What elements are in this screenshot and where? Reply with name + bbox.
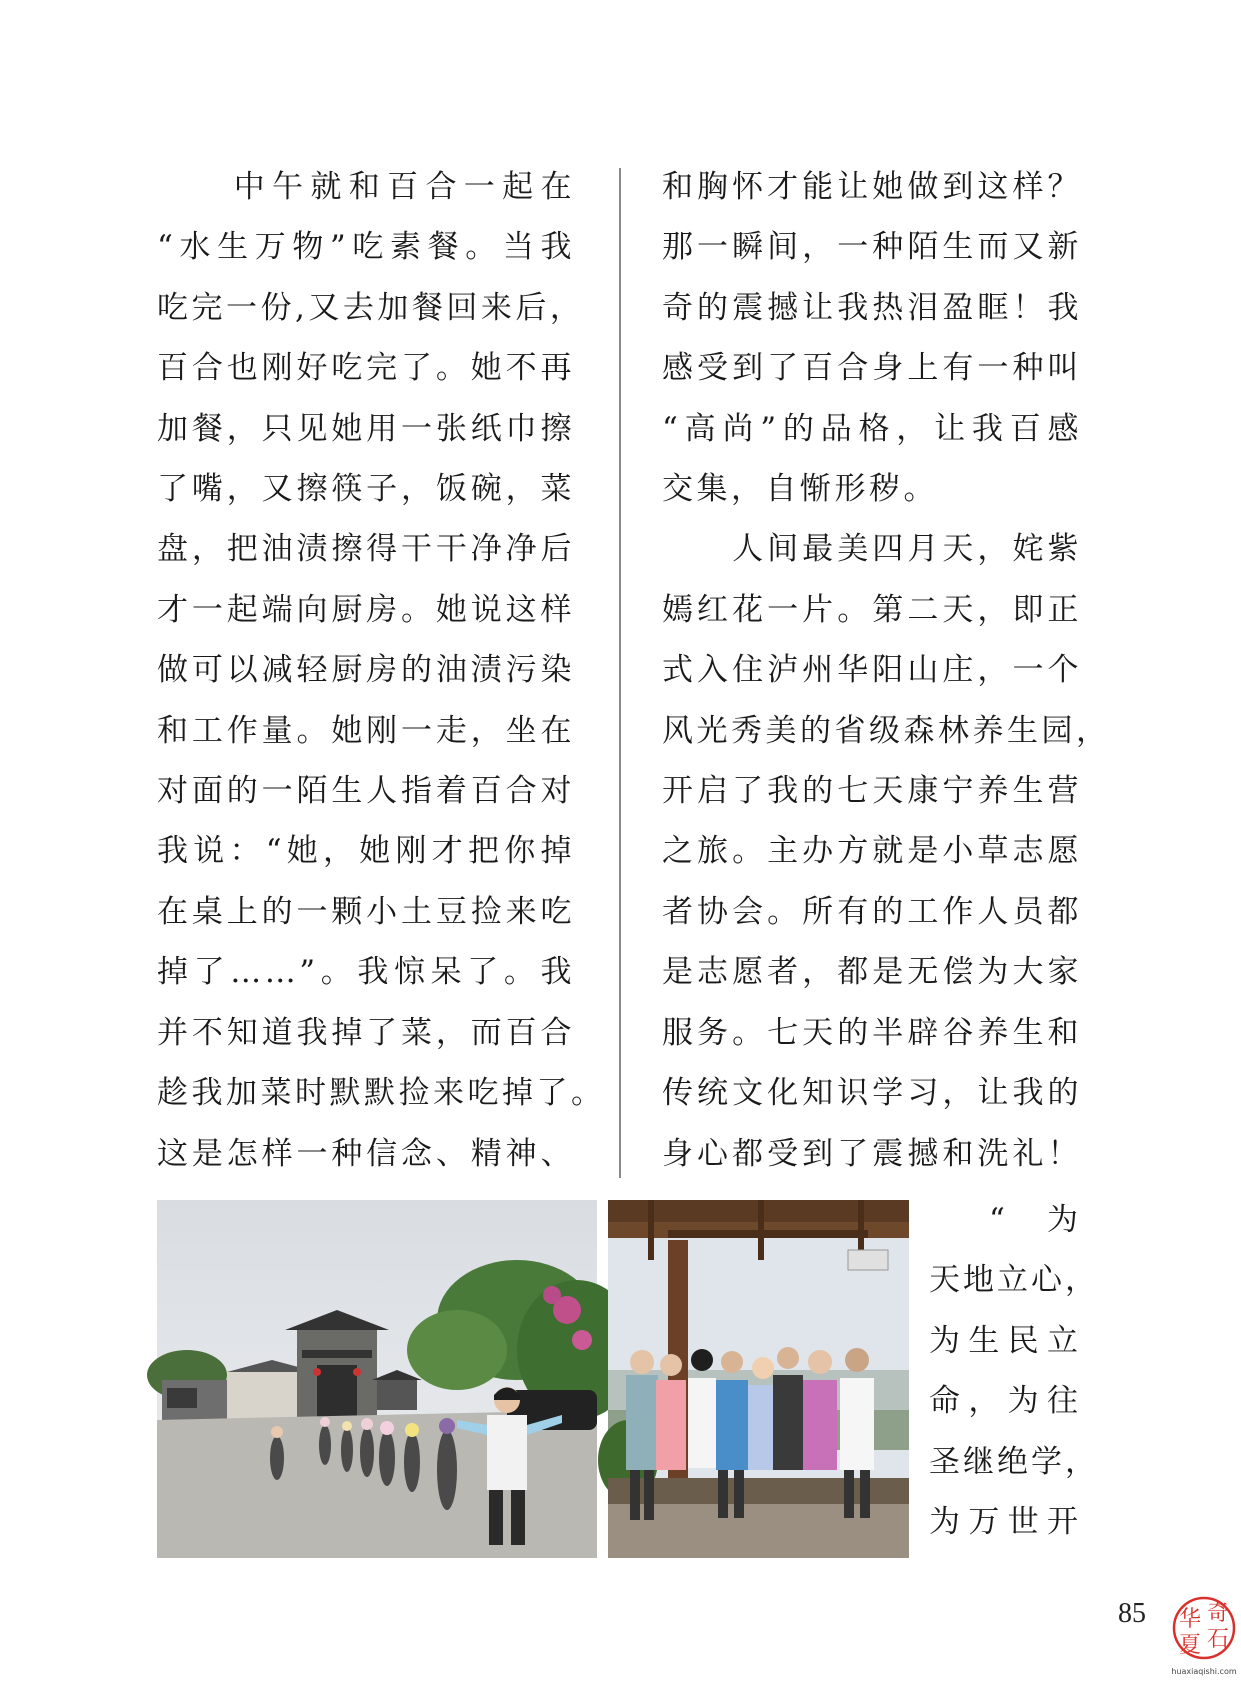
text-line: 天地立心， <box>929 1262 1099 1299</box>
text-line: 和胸怀才能让她做到这样？ <box>662 169 1082 205</box>
text-line: “水生万物”吃素餐。当我 <box>157 229 575 266</box>
text-line: 在桌上的一颗小土豆捡来吃 <box>157 893 575 930</box>
photo-seated-illustration <box>608 1200 909 1558</box>
text-line: 才一起端向厨房。她说这样 <box>157 591 575 628</box>
text-line: 开启了我的七天康宁养生营 <box>662 773 1082 810</box>
photo-walking-illustration <box>157 1200 597 1558</box>
text-line: 这是怎样一种信念、精神、 <box>157 1135 575 1172</box>
text-line: 对面的一陌生人指着百合对 <box>157 773 575 810</box>
text-line: 身心都受到了震撼和洗礼！ <box>662 1135 1082 1172</box>
text-line: 了嘴，又擦筷子，饭碗，菜 <box>157 471 575 508</box>
text-line: “高尚”的品格，让我百感 <box>662 410 1082 447</box>
text-line: 服务。七天的半辟谷养生和 <box>662 1014 1082 1051</box>
photo-group-walking <box>157 1200 597 1558</box>
text-line: 趁我加菜时默默捡来吃掉了。 <box>157 1075 606 1112</box>
left-text-column <box>157 157 606 1184</box>
side-text-column <box>929 1190 1099 1552</box>
logo-char: 奇 <box>1206 1601 1230 1626</box>
right-text-column <box>662 157 1111 1184</box>
text-line: 百合也刚好吃完了。她不再 <box>157 350 575 387</box>
site-logo <box>1170 1590 1238 1680</box>
text-line: 之旅。主办方就是小草志愿 <box>662 833 1082 870</box>
text-line: 那一瞬间，一种陌生而又新 <box>662 229 1082 266</box>
logo-char: 石 <box>1206 1627 1230 1652</box>
text-line: 传统文化知识学习，让我的 <box>662 1075 1082 1112</box>
text-line: 嫣红花一片。第二天，即正 <box>662 591 1082 628</box>
text-line: 我说：“她，她刚才把你掉 <box>157 833 575 870</box>
text-line: 风光秀美的省级森林养生园， <box>662 712 1111 749</box>
text-line: 吃完一份,又去加餐回来后， <box>157 289 585 326</box>
logo-char: 华 <box>1178 1607 1202 1632</box>
text-line: 是志愿者，都是无偿为大家 <box>662 954 1082 991</box>
logo-url: huaxiaqishi.com <box>1171 1667 1237 1676</box>
text-line: 并不知道我掉了菜，而百合 <box>157 1014 575 1051</box>
text-line: “为 <box>989 1202 1081 1238</box>
text-line: 式入住泸州华阳山庄，一个 <box>662 652 1082 689</box>
text-line: 圣继绝学， <box>929 1443 1099 1480</box>
text-line: 中午就和百合一起在 <box>157 169 575 205</box>
logo-char: 夏 <box>1178 1633 1202 1658</box>
text-line: 加餐，只见她用一张纸巾擦 <box>157 410 575 447</box>
text-line: 做可以减轻厨房的油渍污染 <box>157 652 575 689</box>
text-line: 者协会。所有的工作人员都 <box>662 893 1082 930</box>
text-line: 掉了……”。我惊呆了。我 <box>157 954 575 991</box>
text-line: 交集，自惭形秽。 <box>662 471 938 508</box>
text-line: 人间最美四月天，姹紫 <box>662 531 1082 568</box>
text-line: 命，为往 <box>929 1383 1081 1420</box>
text-line: 为生民立 <box>929 1322 1081 1359</box>
page-number: 85 <box>1118 1598 1146 1629</box>
text-line: 和工作量。她刚一走，坐在 <box>157 712 575 749</box>
text-line: 感受到了百合身上有一种叫 <box>662 350 1082 387</box>
column-divider <box>619 168 621 1178</box>
text-line: 为万世开 <box>929 1504 1081 1541</box>
text-line: 盘，把油渍擦得干干净净后 <box>157 531 575 568</box>
photo-group-seated <box>608 1200 909 1558</box>
text-line: 奇的震撼让我热泪盈眶！我 <box>662 289 1082 326</box>
